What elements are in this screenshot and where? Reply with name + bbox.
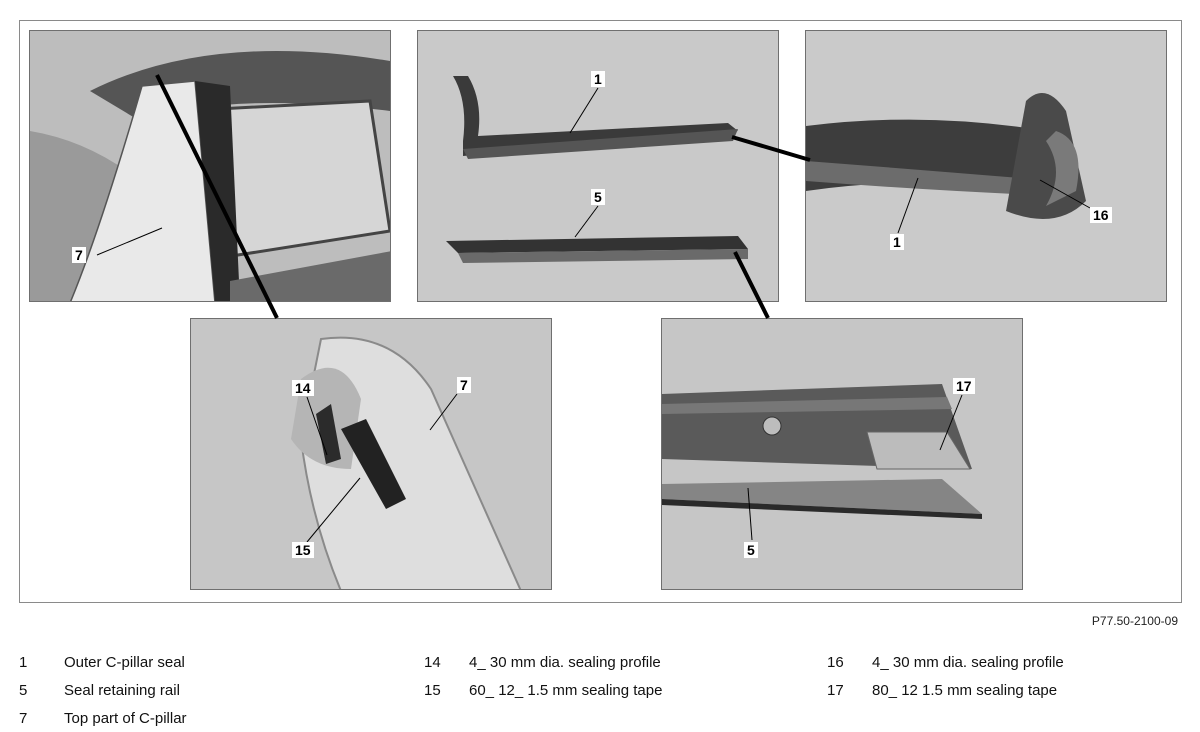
callout-17: 17 xyxy=(953,378,975,394)
legend-number: 15 xyxy=(424,681,441,699)
legend-item xyxy=(19,704,187,732)
legend-item xyxy=(827,648,1064,676)
c-pillar-illustration xyxy=(191,319,552,590)
legend-column-3 xyxy=(827,648,1064,704)
legend-text: 4_ 30 mm dia. sealing profile xyxy=(872,653,1064,671)
callout-15: 15 xyxy=(292,542,314,558)
legend-number: 16 xyxy=(827,653,844,671)
legend-number: 5 xyxy=(19,681,28,699)
legend-item xyxy=(424,676,662,704)
seal-profile-illustration xyxy=(806,31,1167,302)
callout-7-overview: 7 xyxy=(72,247,86,263)
legend-item xyxy=(424,648,662,676)
callout-16: 16 xyxy=(1090,207,1112,223)
legend-column-1 xyxy=(19,648,187,732)
rail-tape-illustration xyxy=(662,319,1023,590)
legend-text: Outer C-pillar seal xyxy=(64,653,185,671)
legend-number: 14 xyxy=(424,653,441,671)
callout-7-pillar: 7 xyxy=(457,377,471,393)
callout-1-seal: 1 xyxy=(591,71,605,87)
figure-reference: P77.50-2100-09 xyxy=(1091,614,1178,628)
legend-item xyxy=(19,648,187,676)
legend-column-2 xyxy=(424,648,662,704)
callout-14: 14 xyxy=(292,380,314,396)
legend-text: Seal retaining rail xyxy=(64,681,180,699)
photo-c-pillar-top xyxy=(190,318,552,590)
callout-5-rail: 5 xyxy=(591,189,605,205)
legend-item xyxy=(827,676,1064,704)
photo-seal-profile-closeup xyxy=(805,30,1167,302)
legend-text: 60_ 12_ 1.5 mm sealing tape xyxy=(469,681,663,699)
callout-1-closeup: 1 xyxy=(890,234,904,250)
photo-rail-tape-closeup xyxy=(661,318,1023,590)
legend-number: 17 xyxy=(827,681,844,699)
legend-text: 80_ 12 1.5 mm sealing tape xyxy=(872,681,1058,699)
legend-item xyxy=(19,676,187,704)
callout-5-closeup: 5 xyxy=(744,542,758,558)
legend-text: 4_ 30 mm dia. sealing profile xyxy=(469,653,661,671)
legend-text: Top part of C-pillar xyxy=(64,709,187,727)
legend-number: 7 xyxy=(19,709,28,727)
legend-number: 1 xyxy=(19,653,28,671)
